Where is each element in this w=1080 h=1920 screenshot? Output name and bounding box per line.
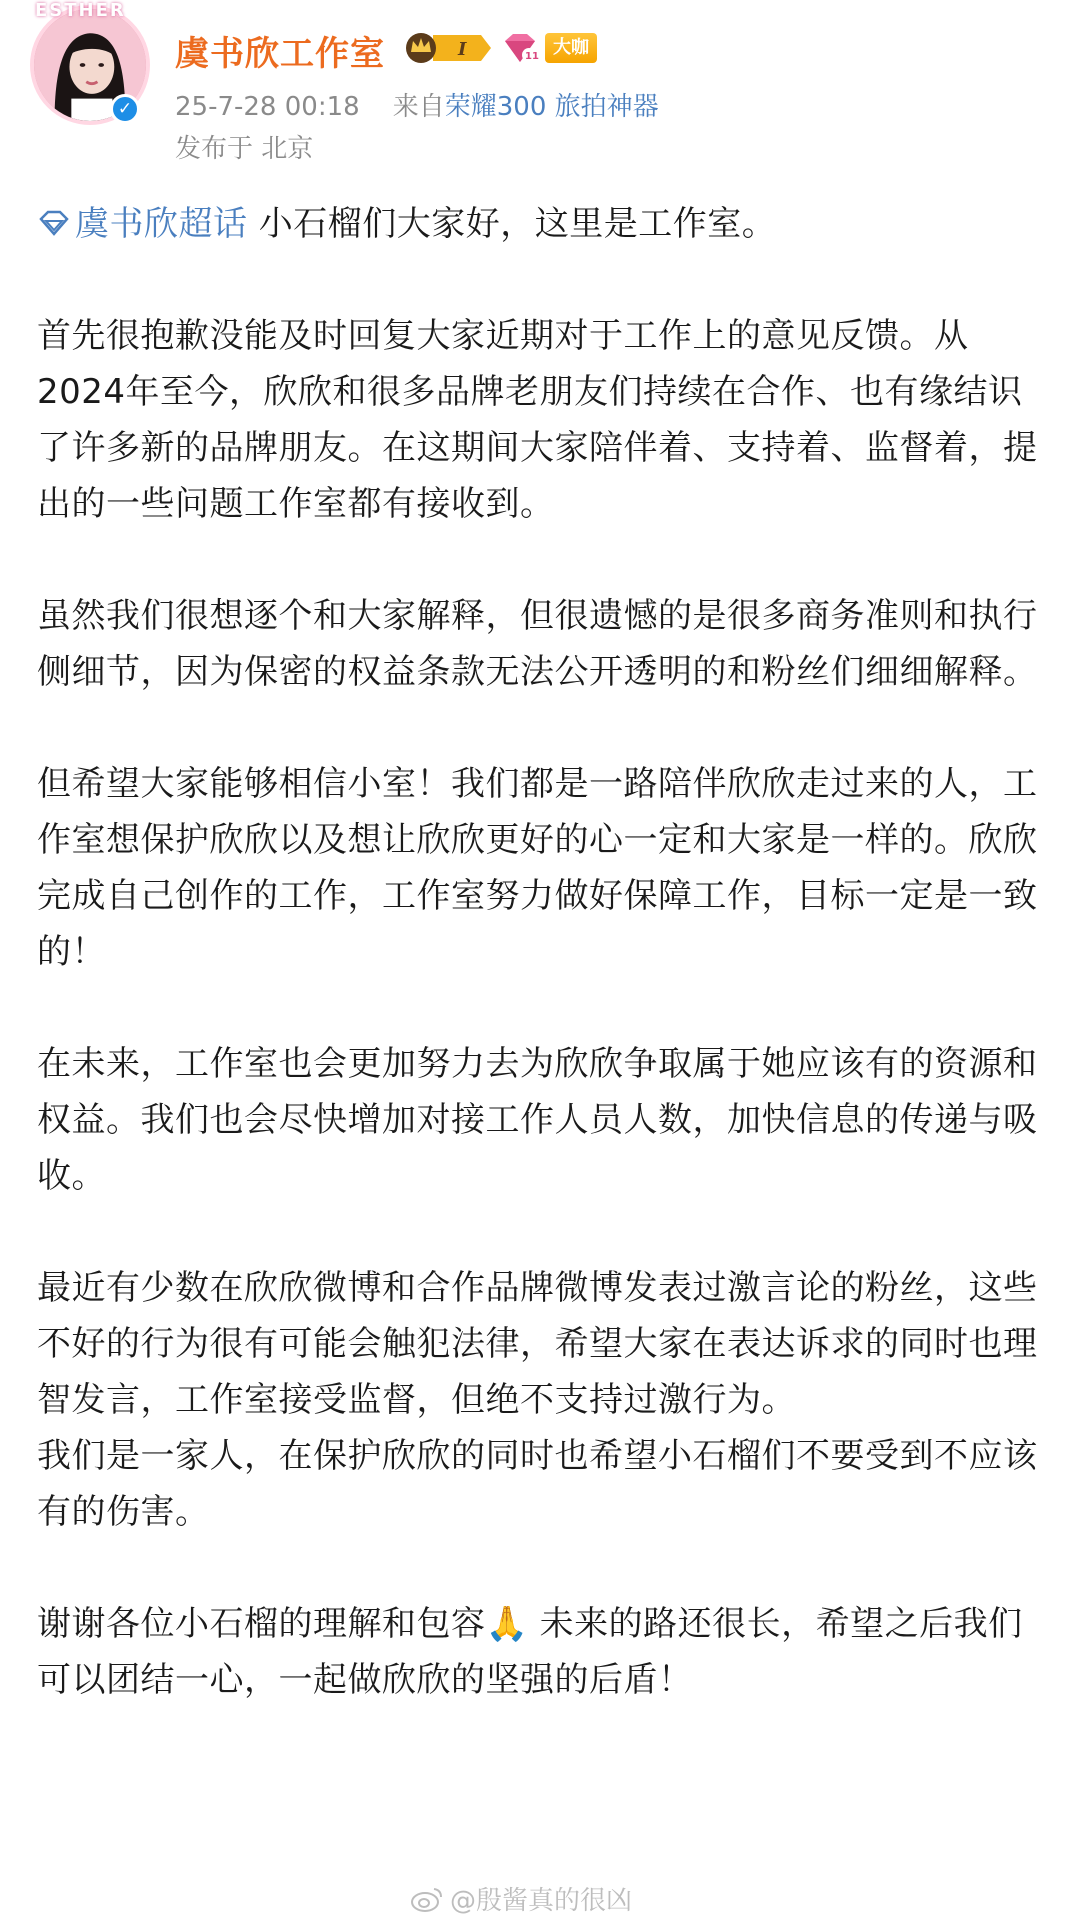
author-badges [403,28,597,68]
watermark [410,1880,632,1917]
source-prefix: 来自 [392,92,445,122]
paragraph-6: 最近有少数在欣欣微博和合作品牌微博发表过激言论的粉丝，这些不好的行为很有可能会触犯法律，希望大家在表达诉求的同时也理智发言，工作室接受监督，但绝不支持过激行为。 [37,1268,1038,1420]
diamond-fan-badge-icon[interactable] [499,31,539,65]
paragraph-7: 我们是一家人，在保护欣欣的同时也希望小石榴们不要受到不应该有的伤害。 [37,1436,1038,1532]
post-meta [175,86,659,123]
watermark-text: @殷酱真的很凶 [450,1886,633,1916]
crown-level-badge-icon[interactable] [403,31,493,65]
paragraph-2: 首先很抱歉没能及时回复大家近期对于工作上的意见反馈。从2024年至今，欣欣和很多品牌老朋友们持续在合作、也有缘结识了许多新的品牌朋友。在这期间大家陪伴着、支持着、监督着，提出的一些问题工作室都有接收到。 [37,316,1038,524]
paragraph-8-text-a: 谢谢各位小石榴的理解和包容 [37,1604,486,1644]
praying-hands-icon: 🙏 [485,1604,529,1644]
topic-link[interactable] [37,204,248,244]
paragraph-3: 虽然我们很想逐个和大家解释，但很遗憾的是很多商务准则和执行侧细节，因为保密的权益条款无法公开透明的和粉丝们细细解释。 [37,596,1038,692]
supertopic-diamond-icon [37,209,71,237]
post-body [37,196,1047,1708]
level-text: I [458,39,467,60]
svg-text:11: 11 [525,51,539,62]
post-header [0,0,1080,170]
weibo-logo-icon [410,1885,444,1913]
author-name[interactable]: 虞书欣工作室 [175,34,385,74]
paragraph-8-text-b: 未来的路还很长，希望之后我们可以团结一心，一起做欣欣的坚强的后盾！ [37,1604,1023,1700]
paragraph-1 [37,196,1047,252]
post-timestamp: 25-7-28 00:18 [175,92,360,122]
paragraph-4: 但希望大家能够相信小室！我们都是一路陪伴欣欣走过来的人，工作室想保护欣欣以及想让欣欣更好的心一定和大家是一样的。欣欣完成自己创作的工作，工作室努力做好保障工作，目标一定是一致的！ [37,764,1038,972]
vip-badge[interactable]: 大咖 [545,33,597,63]
paragraph-1-text: 小石榴们大家好，这里是工作室。 [247,204,777,244]
avatar-logo-text: ESTHER [35,0,126,21]
topic-label: 虞书欣超话 [75,204,248,244]
post-location: 发布于 北京 [175,134,314,164]
paragraph-8 [37,1596,1047,1708]
paragraph-5: 在未来，工作室也会更加努力去为欣欣争取属于她应该有的资源和权益。我们也会尽快增加对接工作人员人数，加快信息的传递与吸收。 [37,1044,1038,1196]
device-link[interactable]: 荣耀300 旅拍神器 [444,92,659,122]
verified-icon: ✓ [110,94,140,124]
